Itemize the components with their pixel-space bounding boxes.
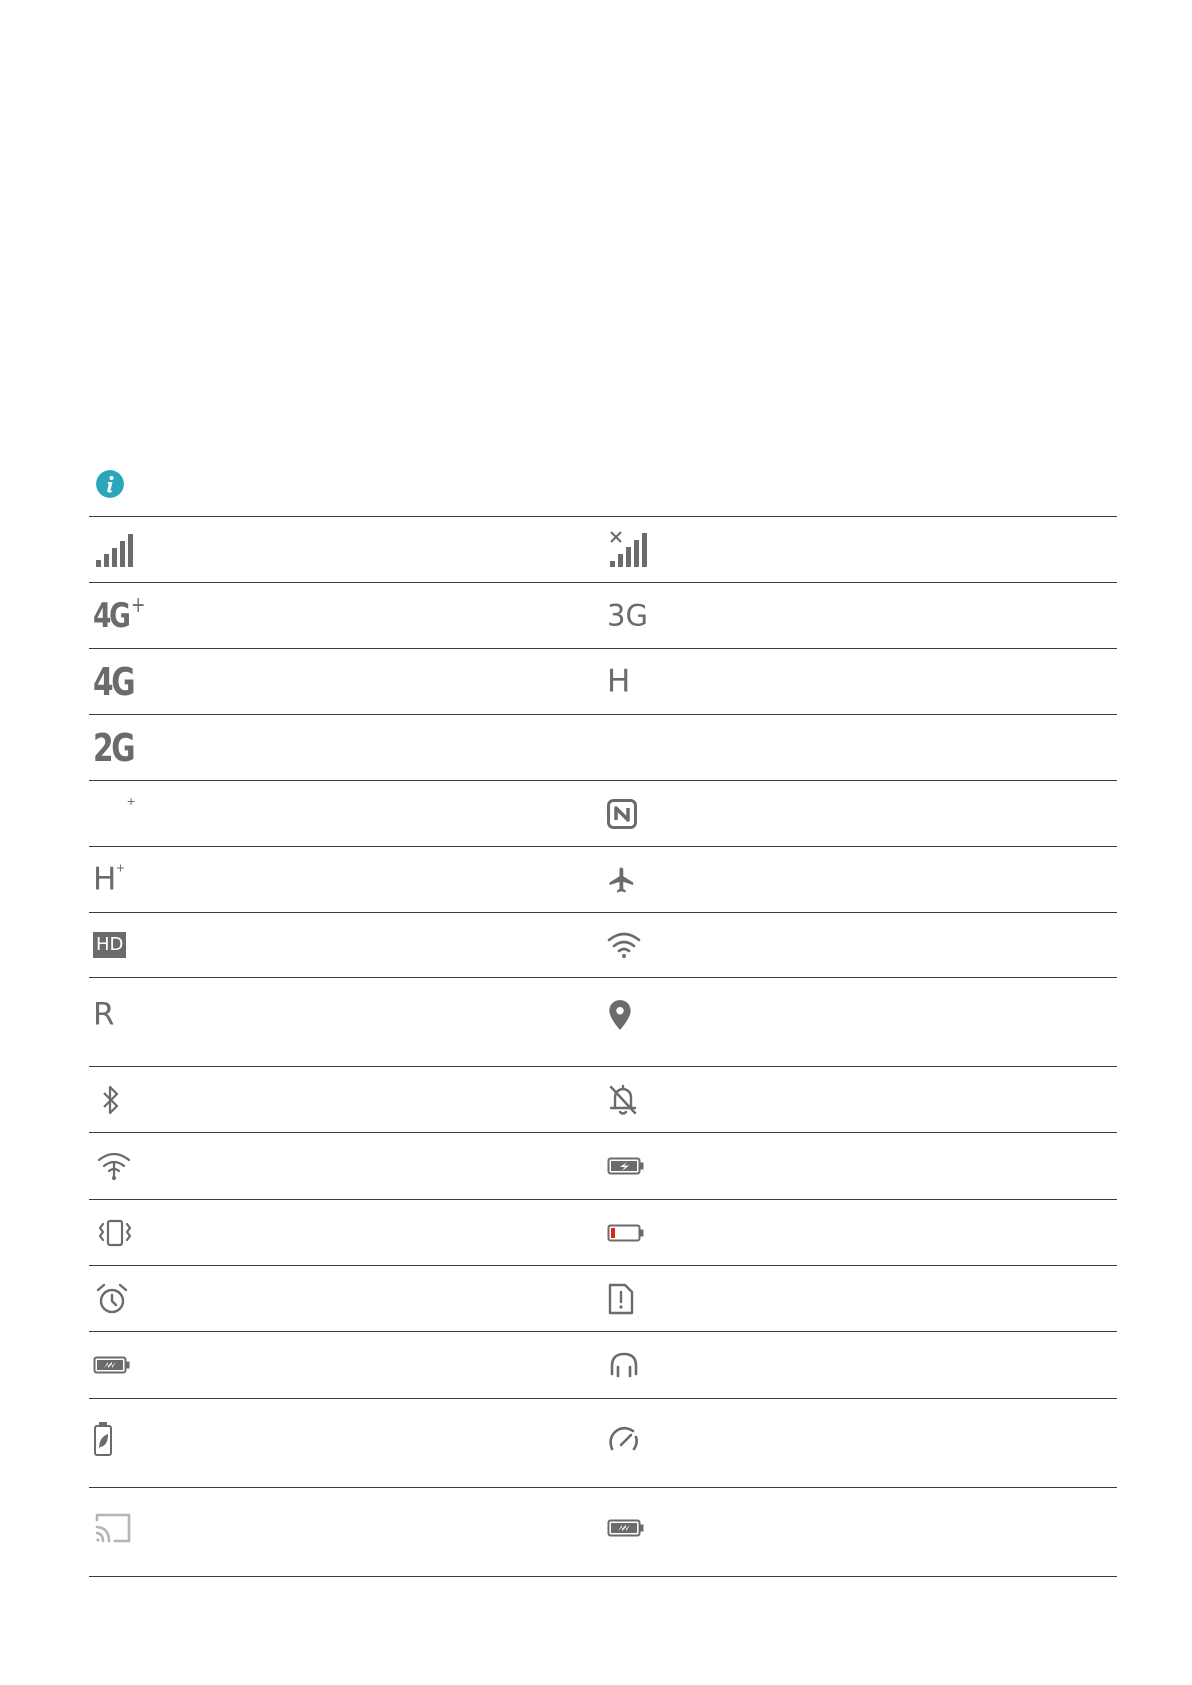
- icon-superscript: +: [116, 859, 125, 876]
- table-cell: [89, 781, 603, 846]
- signal-full-icon: [93, 530, 133, 570]
- h-icon: [607, 663, 631, 699]
- icon-label: 3G: [607, 598, 648, 632]
- table-cell: [89, 1133, 603, 1199]
- table-cell: [89, 583, 603, 648]
- table-cell: [603, 1332, 1117, 1398]
- table-cell: [603, 978, 1117, 1066]
- table-row: [89, 781, 1117, 847]
- sim-alert-icon: [607, 1282, 635, 1316]
- icon-label: 4G: [93, 595, 129, 636]
- battery-full-charging-icon: [93, 1355, 131, 1375]
- wifi-icon: [607, 931, 641, 959]
- table-row: [89, 847, 1117, 913]
- table-cell: [603, 913, 1117, 977]
- bell-off-icon: [607, 1083, 639, 1117]
- roaming-icon: [93, 996, 115, 1033]
- hd-icon: [93, 932, 126, 958]
- icon-label: H: [93, 861, 117, 897]
- table-cell: [89, 517, 603, 582]
- nfc-icon: [607, 799, 637, 829]
- table-cell: [603, 1488, 1117, 1576]
- table-row: [89, 649, 1117, 715]
- table-row: [89, 1399, 1117, 1488]
- h-plus-icon: [93, 859, 125, 897]
- table-row: [89, 583, 1117, 649]
- table-cell: [603, 1067, 1117, 1132]
- speedometer-icon: [607, 1425, 639, 1453]
- icon-label: 2G: [93, 725, 134, 770]
- table-cell: [89, 847, 603, 912]
- icon-label: 4G: [93, 659, 134, 704]
- 4g-icon: [93, 659, 145, 704]
- no-signal-icon: [607, 530, 651, 570]
- icon-label: H: [607, 663, 631, 699]
- table-cell: [603, 1133, 1117, 1199]
- table-row: [89, 715, 1117, 781]
- table-cell: [89, 649, 603, 714]
- table-cell: [89, 1200, 603, 1265]
- 4g-plus-icon: [93, 592, 154, 636]
- 3g-icon: [607, 598, 648, 632]
- table-cell: [89, 1067, 603, 1132]
- battery-low-icon: [607, 1223, 645, 1243]
- info-icon: [96, 470, 124, 498]
- headset-icon: [607, 1350, 641, 1380]
- table-row: [89, 1200, 1117, 1266]
- status-icons-table: [89, 516, 1117, 1577]
- table-cell: [89, 1332, 603, 1398]
- table-cell: [89, 1266, 603, 1331]
- table-cell: [89, 913, 603, 977]
- location-icon: [607, 999, 633, 1031]
- table-row: [89, 1332, 1117, 1399]
- table-cell: [603, 781, 1117, 846]
- 2g-icon: [93, 725, 145, 770]
- table-row: [89, 1266, 1117, 1332]
- table-row: [89, 1067, 1117, 1133]
- table-cell: [603, 847, 1117, 912]
- airplane-icon: [607, 865, 637, 895]
- icon-label: R: [93, 996, 115, 1033]
- table-cell: [603, 1399, 1117, 1487]
- table-row: [89, 913, 1117, 978]
- cast-icon: [93, 1511, 133, 1545]
- table-cell: [603, 649, 1117, 714]
- table-cell: [89, 1488, 603, 1576]
- vibrate-icon: [97, 1218, 133, 1248]
- wifi-hotspot-icon: [97, 1151, 131, 1181]
- power-saving-icon: [93, 1421, 113, 1457]
- bluetooth-icon: [99, 1084, 123, 1116]
- plus-icon: [127, 793, 135, 809]
- battery-charging-icon: [607, 1156, 645, 1176]
- icon-superscript: +: [127, 793, 136, 809]
- table-cell: [603, 715, 1117, 780]
- icon-label: HD: [93, 932, 126, 958]
- table-row: [89, 1488, 1117, 1577]
- table-row: [89, 1133, 1117, 1200]
- alarm-icon: [95, 1282, 129, 1316]
- table-row: [89, 517, 1117, 583]
- table-cell: [603, 517, 1117, 582]
- table-cell: [603, 1200, 1117, 1265]
- table-cell: [89, 978, 603, 1066]
- super-charging-icon: [607, 1518, 645, 1538]
- table-row: [89, 978, 1117, 1067]
- icon-superscript: +: [130, 592, 143, 618]
- table-cell: [89, 715, 603, 780]
- table-cell: [89, 1399, 603, 1487]
- table-cell: [603, 583, 1117, 648]
- table-cell: [603, 1266, 1117, 1331]
